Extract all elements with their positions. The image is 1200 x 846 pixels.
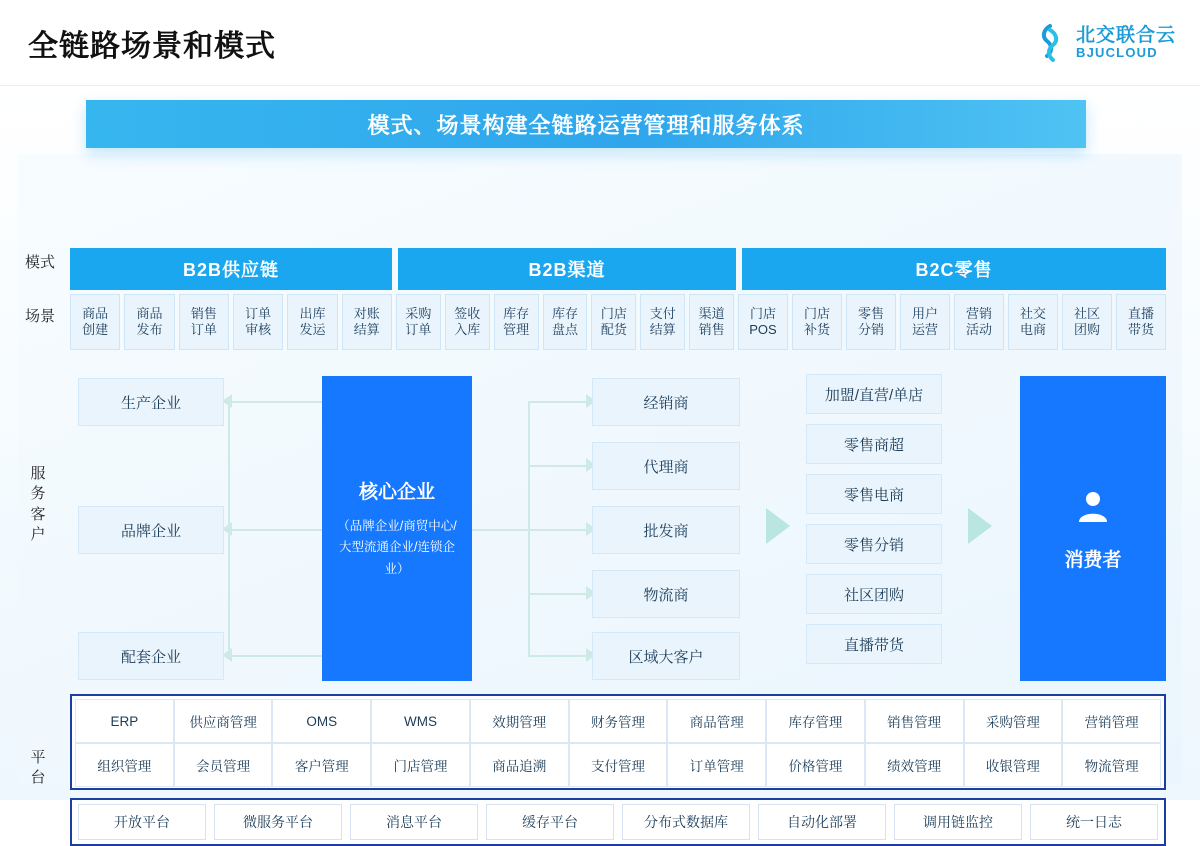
connector-line [528, 401, 590, 403]
core-sub-line1: （品牌企业/商贸中心/ [337, 519, 457, 534]
scene-cell-line1: 对账 [353, 305, 380, 321]
bjucloud-logo-icon [1033, 24, 1067, 62]
connector-line [228, 655, 324, 657]
consumer-label: 消费者 [1064, 549, 1122, 571]
scene-cell-line1: 订单 [245, 305, 272, 321]
scene-cell-line2: 结算 [353, 322, 380, 337]
scene-cell-line2: 盘点 [552, 322, 579, 337]
platform-module[interactable]: 采购管理 [964, 699, 1063, 743]
scene-group-supply-chain [70, 294, 392, 350]
rail-label-platform: 平 台 [30, 749, 46, 787]
page-title: 全链路场景和模式 [28, 29, 276, 63]
scene-cell[interactable] [792, 294, 842, 350]
platform-module[interactable]: 财务管理 [569, 699, 668, 743]
platform-module[interactable]: 绩效管理 [865, 743, 964, 787]
scene-cell-line1: 支付 [649, 305, 676, 321]
scene-cell-line1: 商品 [82, 305, 109, 321]
platform-module-grid [70, 694, 1166, 790]
connector-line [228, 401, 324, 403]
platform-module[interactable]: 销售管理 [865, 699, 964, 743]
scene-cell[interactable] [1008, 294, 1058, 350]
infrastructure-item[interactable]: 开放平台 [78, 804, 206, 840]
platform-grid-row-2 [75, 743, 1161, 787]
brand-logo [1033, 24, 1176, 62]
connector-line [528, 465, 590, 467]
infrastructure-item[interactable]: 自动化部署 [758, 804, 886, 840]
scene-cell-line2: 发布 [136, 322, 163, 337]
page-header [0, 0, 1200, 86]
scene-cell[interactable] [1062, 294, 1112, 350]
node-consumer[interactable] [1020, 376, 1166, 681]
node-production-enterprise[interactable]: 生产企业 [78, 378, 224, 426]
connector-line [528, 593, 590, 595]
node-community-group-buy[interactable]: 社区团购 [806, 574, 942, 614]
scene-cell-line2: 订单 [190, 322, 217, 337]
infrastructure-row [70, 798, 1166, 846]
scene-cell-line1: 社交 [1019, 305, 1046, 321]
node-agent[interactable]: 代理商 [592, 442, 740, 490]
platform-module[interactable]: WMS [371, 699, 470, 743]
core-enterprise-subtitle [337, 516, 456, 580]
node-retail-distribution[interactable]: 零售分销 [806, 524, 942, 564]
platform-module[interactable]: 门店管理 [371, 743, 470, 787]
scene-cell-line1: 采购 [405, 305, 432, 321]
scene-cell-line1: 门店 [600, 305, 627, 321]
value-chain-diagram [0, 356, 1200, 686]
scene-cell-line2: 活动 [965, 322, 992, 337]
connector-line [528, 529, 590, 531]
platform-module[interactable]: ERP [75, 699, 174, 743]
infrastructure-item[interactable]: 分布式数据库 [622, 804, 750, 840]
platform-module[interactable]: 物流管理 [1062, 743, 1161, 787]
scene-cell-line2: 入库 [454, 322, 481, 337]
platform-module[interactable]: 营销管理 [1062, 699, 1161, 743]
platform-module[interactable]: 会员管理 [174, 743, 273, 787]
scene-cell-line2: 管理 [503, 322, 530, 337]
node-wholesaler[interactable]: 批发商 [592, 506, 740, 554]
platform-module[interactable]: 收银管理 [964, 743, 1063, 787]
platform-module[interactable]: 组织管理 [75, 743, 174, 787]
flow-arrow-icon [968, 508, 992, 544]
scene-cell[interactable] [640, 294, 685, 350]
scene-cell-line1: 出库 [299, 305, 326, 321]
platform-module[interactable]: 支付管理 [569, 743, 668, 787]
scene-cell[interactable] [1116, 294, 1166, 350]
node-retail-supermarket[interactable]: 零售商超 [806, 424, 942, 464]
node-live-streaming-sales[interactable]: 直播带货 [806, 624, 942, 664]
scene-cell-line2: 电商 [1019, 322, 1046, 337]
platform-grid-row-1 [75, 699, 1161, 743]
scene-cell[interactable] [846, 294, 896, 350]
connector-line [228, 529, 230, 657]
core-sub-line2: 大型流通企业/连锁企 [339, 540, 455, 555]
scene-cell-line1: 销售 [190, 305, 217, 321]
scene-cell-line1: 渠道 [698, 305, 725, 321]
platform-module[interactable]: 客户管理 [272, 743, 371, 787]
scene-cell-line2: 分销 [857, 322, 884, 337]
scene-cell[interactable] [233, 294, 283, 350]
logo-name-cn: 北交联合云 [1075, 24, 1176, 46]
scene-cell[interactable] [70, 294, 120, 350]
platform-module[interactable]: 效期管理 [470, 699, 569, 743]
flow-arrow-icon [766, 508, 790, 544]
mode-cell-b2b-supply-chain[interactable]: B2B供应链 [70, 248, 392, 290]
scene-cell-line1: 社区 [1073, 305, 1100, 321]
scene-cell-line1: 门店 [803, 305, 830, 321]
scene-cell-line2: 补货 [803, 322, 830, 337]
core-sub-line3: 业） [384, 561, 410, 576]
scene-cell[interactable] [445, 294, 490, 350]
platform-module[interactable]: 商品管理 [667, 699, 766, 743]
scene-cell[interactable] [689, 294, 734, 350]
connector-line [228, 401, 230, 531]
scene-cell-line2: 销售 [698, 322, 725, 337]
infrastructure-item[interactable]: 缓存平台 [486, 804, 614, 840]
infrastructure-item[interactable]: 消息平台 [350, 804, 478, 840]
scene-cell-line1: 库存 [552, 305, 579, 321]
scene-cell-line2: 运营 [911, 322, 938, 337]
mode-cell-b2c-retail[interactable]: B2C零售 [742, 248, 1166, 290]
scene-cell[interactable] [543, 294, 588, 350]
scene-cell[interactable] [494, 294, 539, 350]
user-icon [1072, 486, 1114, 533]
scene-cell[interactable] [287, 294, 337, 350]
node-regional-key-account[interactable]: 区域大客户 [592, 632, 740, 680]
scene-cell[interactable] [900, 294, 950, 350]
scene-cell-line2: 审核 [245, 322, 272, 337]
rail-label-customer: 服 务 客 户 [30, 465, 46, 543]
scene-cell[interactable] [342, 294, 392, 350]
mode-row [70, 248, 1166, 290]
diagram-canvas [0, 86, 1200, 830]
node-retail-ecommerce[interactable]: 零售电商 [806, 474, 942, 514]
scene-cell[interactable] [591, 294, 636, 350]
scene-cell-line1: 用户 [911, 305, 938, 321]
scene-cell-line2: 订单 [405, 322, 432, 337]
platform-module[interactable]: OMS [272, 699, 371, 743]
platform-module[interactable]: 商品追溯 [470, 743, 569, 787]
rail-label-mode: 模式 [24, 254, 55, 271]
platform-module[interactable]: 库存管理 [766, 699, 865, 743]
scene-cell[interactable] [396, 294, 441, 350]
scene-cell-line1: 营销 [965, 305, 992, 321]
node-franchise-direct-single-store[interactable]: 加盟/直营/单店 [806, 374, 942, 414]
scene-cell-line1: 库存 [503, 305, 530, 321]
platform-module[interactable]: 价格管理 [766, 743, 865, 787]
scene-cell-line2: 结算 [649, 322, 676, 337]
node-supporting-enterprise[interactable]: 配套企业 [78, 632, 224, 680]
platform-module[interactable]: 供应商管理 [174, 699, 273, 743]
connector-line [528, 655, 590, 657]
node-core-enterprise[interactable] [322, 376, 472, 681]
scene-cell[interactable] [179, 294, 229, 350]
scene-group-channel [396, 294, 734, 350]
scene-row [70, 294, 1166, 350]
mode-cell-b2b-channel[interactable]: B2B渠道 [398, 248, 736, 290]
infrastructure-item[interactable]: 微服务平台 [214, 804, 342, 840]
logo-text [1076, 25, 1176, 61]
scene-cell-line1: 直播 [1127, 305, 1154, 321]
node-dealer[interactable]: 经销商 [592, 378, 740, 426]
infrastructure-item[interactable]: 调用链监控 [894, 804, 1022, 840]
scene-cell[interactable] [954, 294, 1004, 350]
rail-label-scene: 场景 [24, 308, 55, 325]
scene-cell-line2: 团购 [1073, 322, 1100, 337]
connector-line [472, 529, 528, 531]
scene-cell-line2: 带货 [1127, 322, 1154, 337]
scene-cell[interactable] [738, 294, 788, 350]
node-logistics-provider[interactable]: 物流商 [592, 570, 740, 618]
logo-name-en: BJUCLOUD [1075, 44, 1158, 60]
scene-cell-line1: 门店 [749, 305, 776, 321]
scene-cell-line1: 商品 [136, 305, 163, 321]
scene-cell-line1: 零售 [857, 305, 884, 321]
infrastructure-item[interactable]: 统一日志 [1030, 804, 1158, 840]
scene-cell-line2: 创建 [82, 322, 109, 337]
scene-cell-line2: POS [749, 322, 777, 337]
scene-cell-line1: 签收 [454, 305, 481, 321]
banner-title: 模式、场景构建全链路运营管理和服务体系 [86, 100, 1086, 148]
scene-cell-line2: 发运 [299, 322, 326, 337]
connector-line [228, 529, 324, 531]
node-brand-enterprise[interactable]: 品牌企业 [78, 506, 224, 554]
scene-cell[interactable] [124, 294, 174, 350]
platform-module[interactable]: 订单管理 [667, 743, 766, 787]
scene-group-retail [738, 294, 1166, 350]
scene-cell-line2: 配货 [600, 322, 627, 337]
core-enterprise-title: 核心企业 [358, 482, 435, 504]
